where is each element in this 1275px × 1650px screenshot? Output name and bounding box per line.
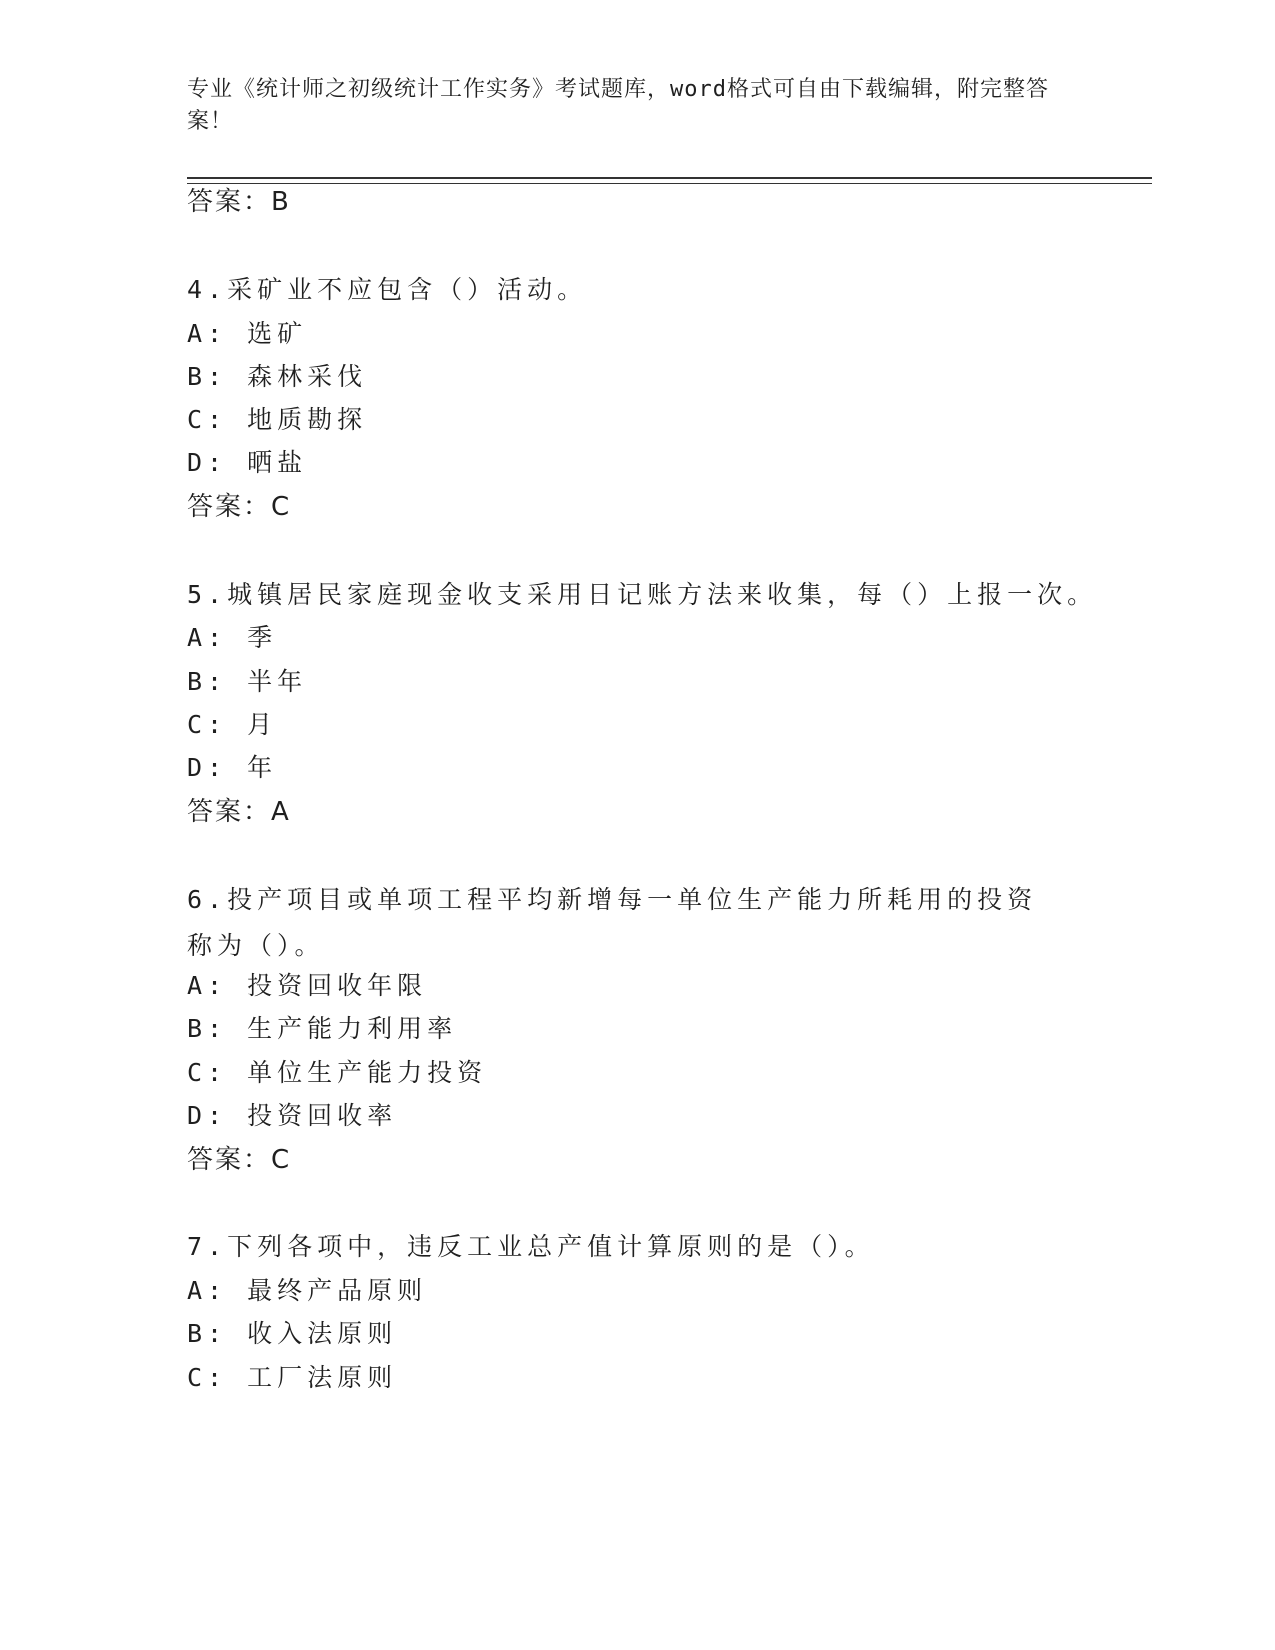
header-divider-thin [187, 183, 1152, 184]
option-b: B: 生产能力利用率 [187, 1014, 458, 1043]
header-note: 专业《统计师之初级统计工作实务》考试题库，word格式可自由下载编辑，附完整答案！ [187, 77, 1049, 134]
option-a: A: 季 [187, 623, 278, 652]
answer-line: 答案：C [187, 1145, 292, 1175]
answer-line: 答案：B [187, 187, 291, 217]
option-c: C: 月 [187, 710, 278, 739]
option-b: B: 森林采伐 [187, 362, 368, 391]
option-c: C: 地质勘探 [187, 405, 368, 434]
question-stem: 7.下列各项中，违反工业总产值计算原则的是（）。 [187, 1232, 875, 1261]
option-c: C: 工厂法原则 [187, 1363, 398, 1392]
option-a: A: 选矿 [187, 319, 308, 348]
option-d: D: 晒盐 [187, 448, 308, 477]
option-a: A: 投资回收年限 [187, 971, 428, 1000]
option-a: A: 最终产品原则 [187, 1276, 428, 1305]
option-d: D: 投资回收率 [187, 1101, 398, 1130]
question-stem: 4.采矿业不应包含（）活动。 [187, 275, 588, 304]
question-stem: 6.投产项目或单项工程平均新增每一单位生产能力所耗用的投资称为（）。 [187, 885, 1038, 960]
header-divider [187, 177, 1152, 179]
question-stem: 5.城镇居民家庭现金收支采用日记账方法来收集，每（）上报一次。 [187, 580, 1098, 609]
option-b: B: 半年 [187, 667, 308, 696]
option-c: C: 单位生产能力投资 [187, 1058, 488, 1087]
option-b: B: 收入法原则 [187, 1319, 398, 1348]
option-d: D: 年 [187, 753, 278, 782]
answer-line: 答案：A [187, 797, 291, 827]
answer-line: 答案：C [187, 492, 292, 522]
